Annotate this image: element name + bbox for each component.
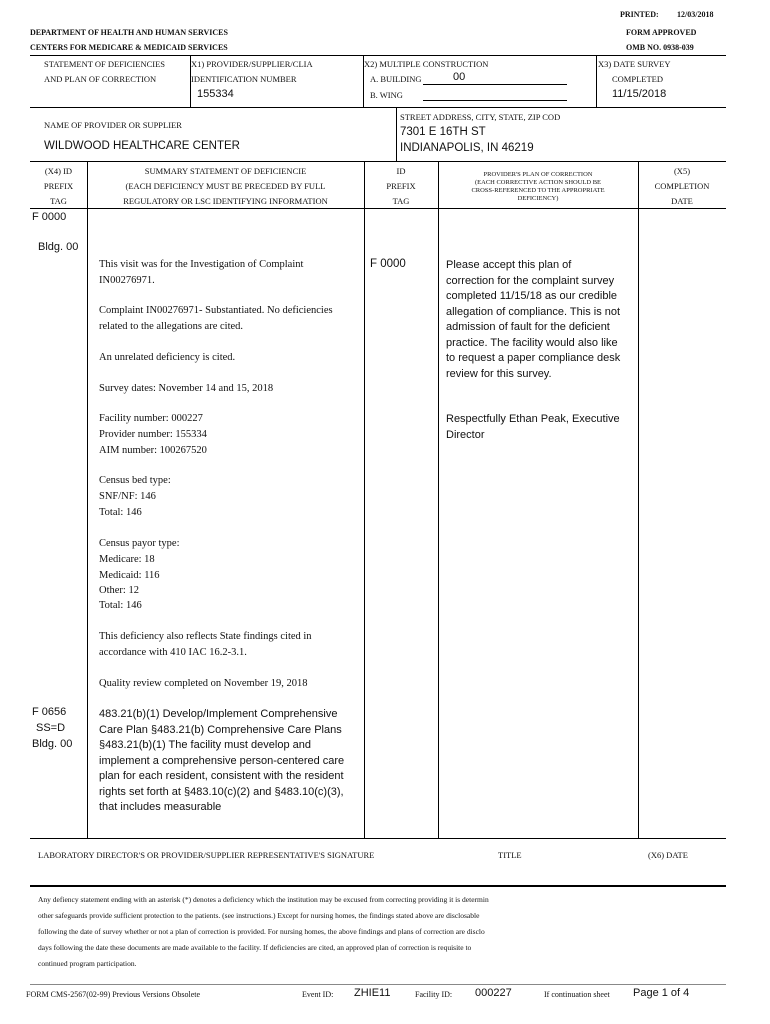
x4-header-3: TAG [50,196,67,206]
completed-label: COMPLETED [612,74,663,84]
plan-header-2: (EACH CORRECTIVE ACTION SHOULD BE [474,179,602,186]
facility-id-value: 000227 [475,987,512,999]
address-label: STREET ADDRESS, CITY, STATE, ZIP COD [400,112,561,122]
wing-label: B. WING [370,90,403,100]
address-line-2: INDIANAPOLIS, IN 46219 [400,142,534,154]
payor-total: Total: 146 [99,600,142,611]
tag-ss-d: SS=D [36,722,66,734]
summary-header-2: (EACH DEFICIENCY MUST BE PRECEDED BY FULL [125,181,326,191]
x5-header-1: (X5) [673,166,691,176]
f0656-regulation-text: 483.21(b)(1) Develop/Implement Comprehensive Care Plan §483.21(b) Comprehensive Care Plans §483.21(b)(1) The facility must develop and implement a comprehensive person-centered care plan for each resident, consistent with the resident rights set forth at §483.10(c)(2) and §483.10(c)(3), that includes measurable [99,708,345,813]
continuation-label: If continuation sheet [544,990,610,999]
tag-f0000: F 0000 [32,211,67,223]
tag-f0656-bldg: Bldg. 00 [32,738,73,750]
printed-label: PRINTED: [620,10,659,19]
right-tag-f0000: F 0000 [370,258,406,270]
summary-paragraph: Quality review completed on November 19, 2018 [99,678,308,689]
divider [30,107,726,108]
x4-header-1: (X4) ID [44,166,73,176]
census-snf: SNF/NF: 146 [99,491,156,502]
summary-paragraph: This deficiency also reflects State findings cited in accordance with 410 IAC 16.2-3.1. [99,631,312,658]
date-survey-label: X3) DATE SURVEY [598,59,671,69]
payor-medicare: Medicare: 18 [99,554,155,565]
divider [30,208,726,209]
form-number: FORM CMS-2567(02-99) Previous Versions Obsolete [26,990,201,999]
centers-name: CENTERS FOR MEDICARE & MEDICAID SERVICES [30,43,228,52]
tag-f0656: F 0656 [32,706,67,718]
plan-label: AND PLAN OF CORRECTION [44,74,157,84]
building-label: A. BUILDING [370,74,422,84]
summary-paragraph: Complaint IN00276971- Substantiated. No deficiencies related to the allegations are cited. [99,305,333,332]
page-number: Page 1 of 4 [633,987,690,999]
building-value: 00 [453,71,466,83]
plan-header-3: CROSS-REFERENCED TO THE APPROPRIATE [471,187,605,194]
provider-id-label: X1) PROVIDER/SUPPLIER/CLIA [191,59,313,69]
building-underline [423,84,567,85]
disclaimer-line: days following the date these documents are made available to the facility. If deficiencies are cited, an approved plan of correction is requisite to [38,943,472,952]
form-approved: FORM APPROVED [626,28,697,37]
event-id-label: Event ID: [302,990,334,999]
x5-header-3: DATE [671,196,693,206]
date-label: (X6) DATE [648,850,688,860]
plan-of-correction-text: Please accept this plan of correction for the complaint survey completed 11/15/18 as our credible allegation of compliance. This is not admission of fault for the deficient practice. The facility would also like to request a paper compliance desk review for this survey. [446,259,621,380]
divider [30,161,726,162]
divider [30,885,726,887]
title-label: TITLE [498,850,522,860]
x4-header-2: PREFIX [43,181,74,191]
id-header-1: ID [396,166,406,176]
plan-header-4: DEFICIENCY) [517,195,559,202]
provider-name-label: NAME OF PROVIDER OR SUPPLIER [44,120,182,130]
census-total: Total: 146 [99,507,142,518]
identification-label: IDENTIFICATION NUMBER [191,74,297,84]
top-box-border [30,55,726,56]
id-header-2: PREFIX [386,181,416,191]
tag-bldg-00: Bldg. 00 [38,241,79,253]
printed-date: 12/03/2018 [677,10,714,19]
disclaimer-line: continued program participation. [38,959,137,968]
divider [596,55,597,107]
provider-name-value: WILDWOOD HEALTHCARE CENTER [44,140,240,152]
footer-divider [30,984,726,985]
payor-medicaid: Medicaid: 116 [99,570,160,581]
summary-paragraph: An unrelated deficiency is cited. [99,352,236,363]
department-name: DEPARTMENT OF HEALTH AND HUMAN SERVICES [30,28,228,37]
payor-other: Other: 12 [99,585,139,596]
id-header-3: TAG [392,196,410,206]
aim-number: AIM number: 100267520 [99,445,207,456]
omb-number: OMB NO. 0938-039 [626,43,694,52]
table-bottom-border [30,838,726,839]
summary-header-3: REGULATORY OR LSC IDENTIFYING INFORMATION [123,196,328,206]
event-id-value: ZHIE11 [354,987,391,999]
provider-id-value: 155334 [197,88,234,100]
summary-header-1: SUMMARY STATEMENT OF DEFICIENCIE [144,166,307,176]
facility-number: Facility number: 000227 [99,413,203,424]
census-bed-type: Census bed type: [99,475,171,486]
multiple-construction-label: X2) MULTIPLE CONSTRUCTION [364,59,489,69]
disclaimer-line: following the date of survey whether or not a plan of correction is provided. For nursing homes, the above findings and plans of correction are disclo [38,927,485,936]
summary-paragraph: Survey dates: November 14 and 15, 2018 [99,383,274,394]
plan-signature-text: Respectfully Ethan Peak, Executive Director [446,413,620,441]
summary-paragraph: This visit was for the Investigation of Complaint IN00276971. [99,259,304,286]
provider-number: Provider number: 155334 [99,429,207,440]
divider [396,107,397,161]
statement-label: STATEMENT OF DEFICIENCIES [44,59,166,69]
facility-id-label: Facility ID: [415,990,453,999]
disclaimer-line: Any defiency statement ending with an asterisk (*) denotes a deficiency which the institution may be excused from correcting providing it is determin [38,895,489,904]
plan-header-1: PROVIDER'S PLAN OF CORRECTION [483,171,593,178]
signature-label: LABORATORY DIRECTOR'S OR PROVIDER/SUPPLIER REPRESENTATIVE'S SIGNATURE [38,850,375,860]
column-divider [438,161,439,838]
wing-underline [423,100,567,101]
column-divider [638,161,639,838]
column-divider [364,161,365,838]
disclaimer-line: other safeguards provide sufficient protection to the patients. (see instructions.) Except for nursing homes, the findings stated above are disclosable [38,911,480,920]
column-divider [87,161,88,838]
address-line-1: 7301 E 16TH ST [400,126,486,138]
census-payor-type: Census payor type: [99,538,180,549]
x5-header-2: COMPLETION [654,181,710,191]
date-survey-value: 11/15/2018 [612,88,667,100]
